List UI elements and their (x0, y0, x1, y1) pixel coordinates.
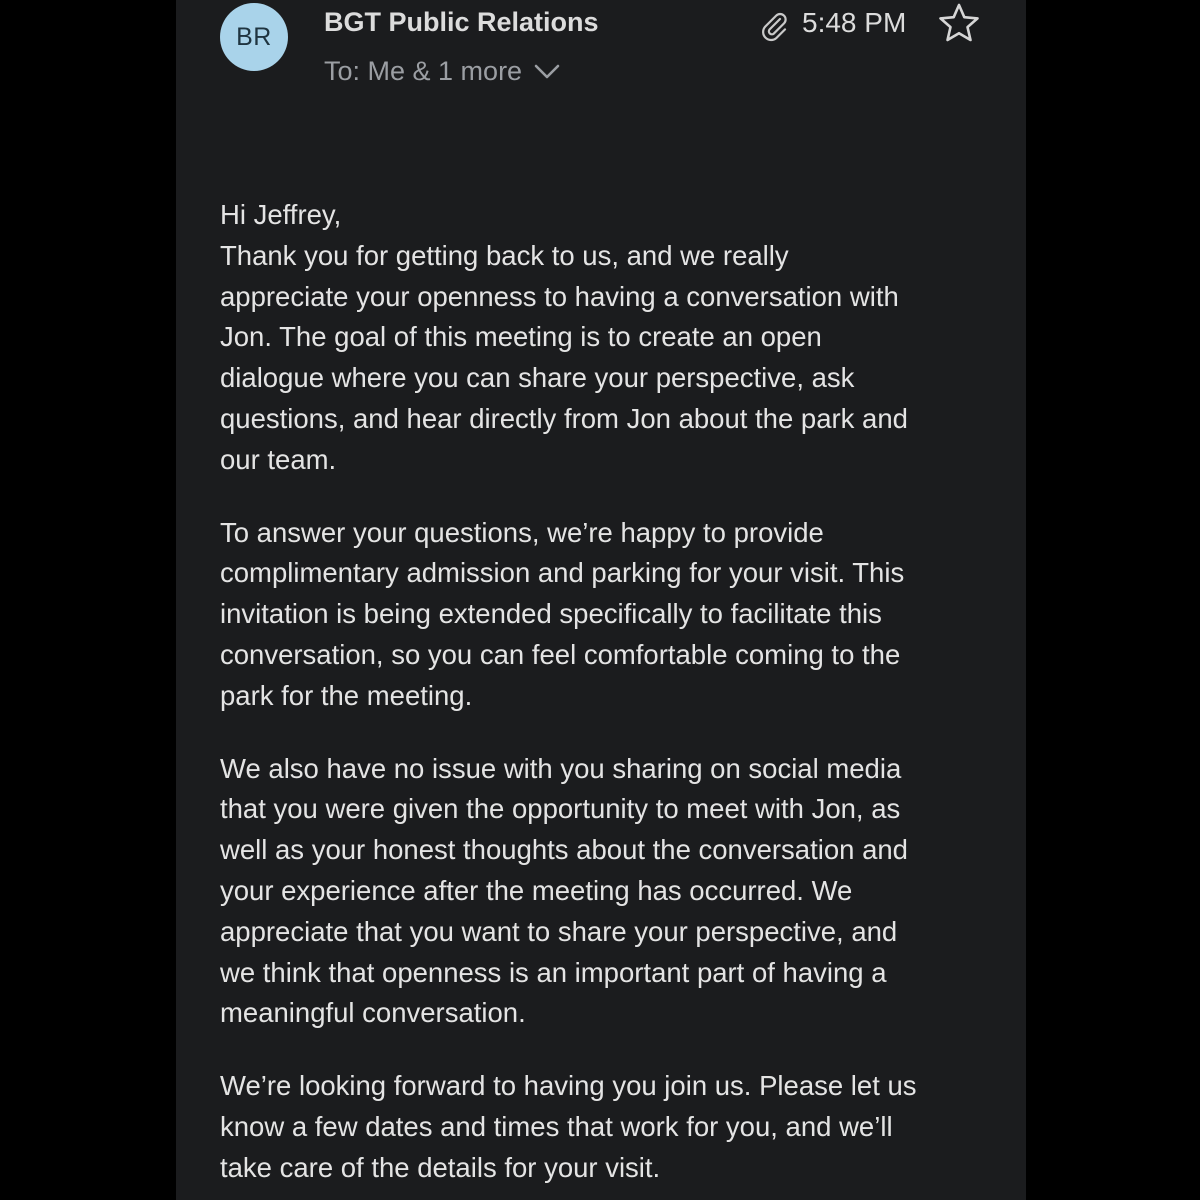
admission-paragraph (220, 513, 1010, 717)
closing-paragraph (220, 1066, 1010, 1188)
sender-name[interactable]: BGT Public Relations (324, 7, 599, 37)
chevron-down-icon[interactable] (534, 64, 560, 80)
body-line: invitation is being extended specifically to facilitate this (220, 598, 882, 630)
recipients-label: To: Me & 1 more (324, 56, 523, 86)
body-line: To answer your questions, we’re happy to provide (220, 516, 824, 548)
social-media-paragraph (220, 749, 1010, 1035)
body-line: your experience after the meeting has occurred. We (220, 874, 853, 906)
body-line: we think that openness is an important part of having a (220, 956, 887, 988)
body-line: meaningful conversation. (220, 997, 526, 1029)
body-line: dialogue where you can share your perspective, ask (220, 362, 855, 394)
body-line: park for the meeting. (220, 679, 473, 711)
greeting-paragraph (220, 195, 1010, 481)
recipients-toggle[interactable] (324, 56, 560, 87)
paperclip-icon (758, 10, 790, 42)
avatar-initials: BR (236, 22, 272, 51)
body-line: appreciate that you want to share your perspective, and (220, 915, 898, 947)
body-line: our team. (220, 443, 337, 475)
body-line: well as your honest thoughts about the conversation and (220, 834, 908, 866)
body-line: We also have no issue with you sharing on social media (220, 752, 902, 784)
message-body (220, 195, 1010, 1200)
body-line: questions, and hear directly from Jon about the park and (220, 402, 908, 434)
body-line: know a few dates and times that work for you, and we’ll (220, 1110, 893, 1142)
body-line: appreciate your openness to having a conversation with (220, 280, 899, 312)
message-timestamp: 5:48 PM (802, 7, 907, 38)
star-icon[interactable] (938, 2, 980, 44)
body-line: take care of the details for your visit. (220, 1151, 661, 1183)
avatar[interactable] (220, 3, 288, 71)
body-line: We’re looking forward to having you join us. Please let us (220, 1070, 917, 1102)
body-line: Jon. The goal of this meeting is to create an open (220, 321, 822, 353)
body-line: that you were given the opportunity to meet with Jon, as (220, 793, 901, 825)
body-line: Thank you for getting back to us, and we really (220, 239, 789, 271)
body-line: complimentary admission and parking for your visit. This (220, 557, 905, 589)
body-line: conversation, so you can feel comfortable coming to the (220, 638, 901, 670)
email-message-view (176, 0, 1026, 1200)
greeting-line: Hi Jeffrey, (220, 199, 342, 230)
